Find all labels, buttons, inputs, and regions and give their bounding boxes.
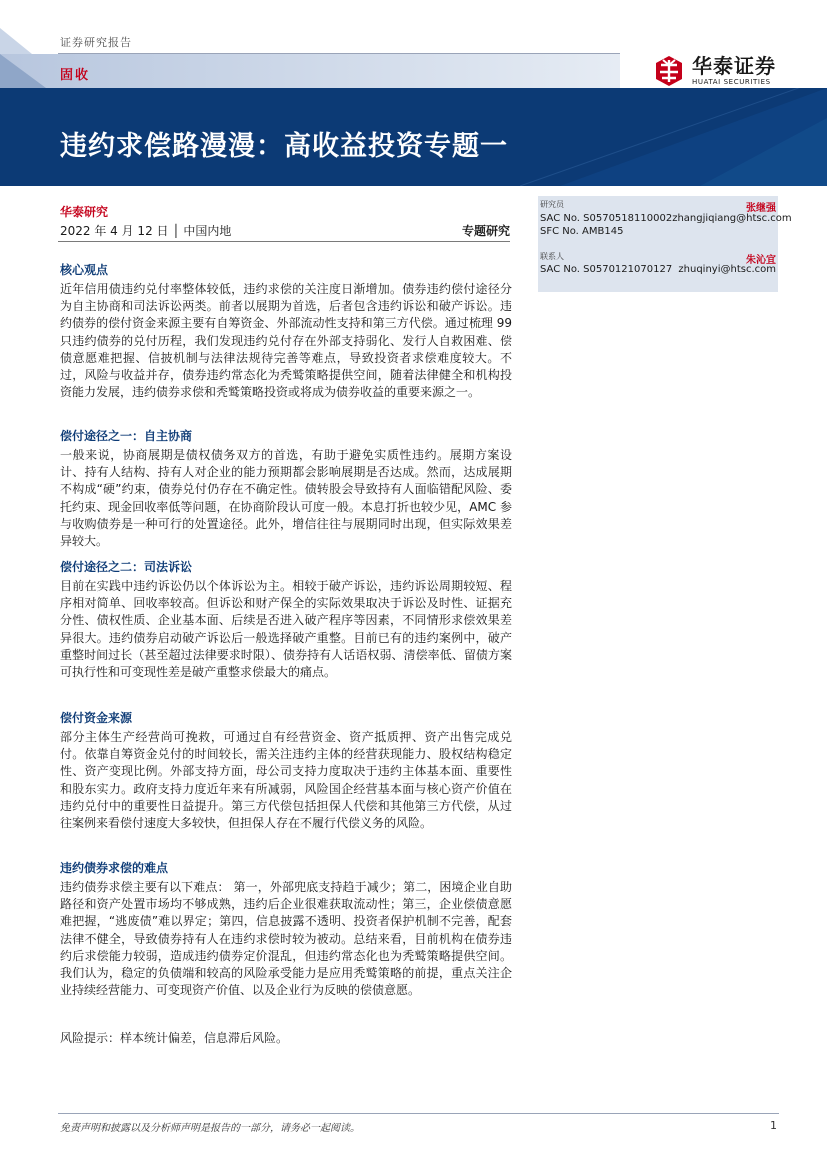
section-litigation xyxy=(60,559,512,681)
analyst-email[interactable]: zhangjiqiang@htsc.com xyxy=(672,213,792,224)
section-body: 近年信用债违约兑付率整体较低，违约求偿的关注度日渐增加。债券违约偿付途径分为自主协商和司法诉讼两类。前者以展期为首选，后者包含违约诉讼和破产诉讼。违约债券的偿付资金来源主要有自筹资金、外部流动性支持和第三方代偿。通过梳理 99 只违约债券的兑付历程，我们发现违约兑付存在外部支持弱化、发行人自救困难、偿债意愿难把握、信披机制与法律法规待完善等难点，导致投资者求偿难度较大。不过，风险与收益并存，债券违约常态化为秃鹫策略提供空间，随着法律健全和机构投资能力发展，违约债券求偿和秃鹫策略投资或将成为债券收益的重要来源之一。 xyxy=(60,282,512,400)
research-org: 华泰研究 xyxy=(60,205,109,219)
corner-decoration xyxy=(0,28,60,54)
section-body: 一般来说，协商展期是债权债务双方的首选，有助于避免实质性违约。展期方案设计、持有人结构、持有人对企业的能力预期都会影响展期是否达成。然而，达成展期不构成“硬”约束，债券兑付仍存在不确定性。债转股会导致持有人面临错配风险、委托约束、现金回收率低等问题，在协商阶段认可度一般。本息打折也较少见，AMC 参与收购债券是一种可行的处置途径。此外，增信往往与展期同时出现，但实际效果差异较大。 xyxy=(60,448,512,549)
analyst-role: 研究员 xyxy=(540,200,564,209)
analyst-2-contact-row xyxy=(538,264,778,275)
byline-divider xyxy=(58,241,510,242)
analyst-box xyxy=(538,196,792,292)
analyst-sac-no: SAC No. S0570518110002 xyxy=(540,213,673,224)
analyst-sac-no: SAC No. S0570121070127 xyxy=(540,264,673,275)
section-body: 部分主体生产经营尚可挽救，可通过自有经营资金、资产抵质押、资产出售完成兑付。依靠自筹资金兑付的时间较长，需关注违约主体的经营获现能力、股权结构稳定性、资产变现比例。外部支持方面，母公司支持力度取决于违约主体基本面、重要性和股东实力。政府支持力度近年来有所减弱，风险国企经营基本面与核心资产价值在违约兑付中的重要性日益提升。第三方代偿包括担保人代偿和其他第三方代偿，从过往案例来看偿付速度大多较快，但担保人存在不履行代偿义务的风险。 xyxy=(60,730,512,831)
section-heading: 偿付途径之二：司法诉讼 xyxy=(60,560,193,574)
sector-label: 固收 xyxy=(60,68,91,83)
analyst-role: 联系人 xyxy=(540,252,564,261)
section-body: 违约债券求偿主要有以下难点： 第一，外部兜底支持趋于减少；第二，困境企业自助路径和资产处置市场均不够成熟，违约后企业很难获取流动性；第三，企业偿债意愿难把握，“逃废债”难以界定；第四，信息披露不透明、投资者保护机制不完善，配套法律不健全，导致债券持有人在违约求偿时较为被动。总结来看，目前机构在债券违约后求偿能力较弱，造成违约债券定价混乱，但违约常态化也为秃鹫策略提供空间。我们认为，稳定的负债端和较高的风险承受能力是应用秃鹫策略的前提，重点关注企业持续经营能力、可变现资产价值、以及企业行为反映的偿债意愿。 xyxy=(60,880,512,998)
page-number: 1 xyxy=(770,1119,777,1132)
section-core-view xyxy=(60,262,512,401)
sector-band xyxy=(0,54,620,88)
dateline xyxy=(60,222,510,239)
brand-name-en: HUATAI SECURITIES xyxy=(692,78,771,86)
risk-note: 风险提示：样本统计偏差，信息滞后风险。 xyxy=(60,1031,289,1045)
footer-divider xyxy=(58,1113,779,1114)
analyst-email[interactable]: zhuqinyi@htsc.com xyxy=(678,264,776,275)
huatai-logo-icon xyxy=(652,54,686,88)
brand-logo xyxy=(652,51,782,91)
analyst-1-contact-row xyxy=(538,213,792,224)
analyst-1-role-row xyxy=(538,199,778,214)
section-funding-sources xyxy=(60,710,512,832)
section-difficulties xyxy=(60,860,512,999)
brand-name-cn: 华泰证券 xyxy=(692,54,776,78)
report-date-region: 2022 年 4 月 12 日 │ 中国内地 xyxy=(60,224,232,238)
section-self-negotiation xyxy=(60,428,512,550)
report-title: 违约求偿路漫漫：高收益投资专题一 xyxy=(60,131,508,162)
analyst-1-sfc-row xyxy=(538,226,778,237)
section-body: 目前在实践中违约诉讼仍以个体诉讼为主。相较于破产诉讼，违约诉讼周期较短、程序相对简单、回收率较高。但诉讼和财产保全的实际效果取决于诉讼及时性、证据充分性、债权性质、企业基本面、后续是否进入破产程序等因素，不同情形求偿效果差异很大。违约债券启动破产诉讼后一般选择破产重整。目前已有的违约案例中，破产重整时间过长（甚至超过法律要求时限）、债券持有人话语权弱、清偿率低、留债方案可执行性和可变现性差是破产重整求偿最大的痛点。 xyxy=(60,579,512,680)
section-heading: 违约债券求偿的难点 xyxy=(60,861,169,875)
report-kind: 专题研究 xyxy=(461,224,510,238)
footer-disclaimer: 免责声明和披露以及分析师声明是报告的一部分，请务必一起阅读。 xyxy=(60,1123,360,1134)
analyst-sfc-no: SFC No. AMB145 xyxy=(540,226,624,237)
section-heading: 核心观点 xyxy=(60,263,109,277)
analyst-name: 张继强 xyxy=(746,203,776,214)
report-type-label: 证券研究报告 xyxy=(60,36,132,49)
section-heading: 偿付资金来源 xyxy=(60,711,133,725)
section-heading: 偿付途径之一：自主协商 xyxy=(60,429,193,443)
analyst-name: 朱沁宜 xyxy=(746,255,776,266)
